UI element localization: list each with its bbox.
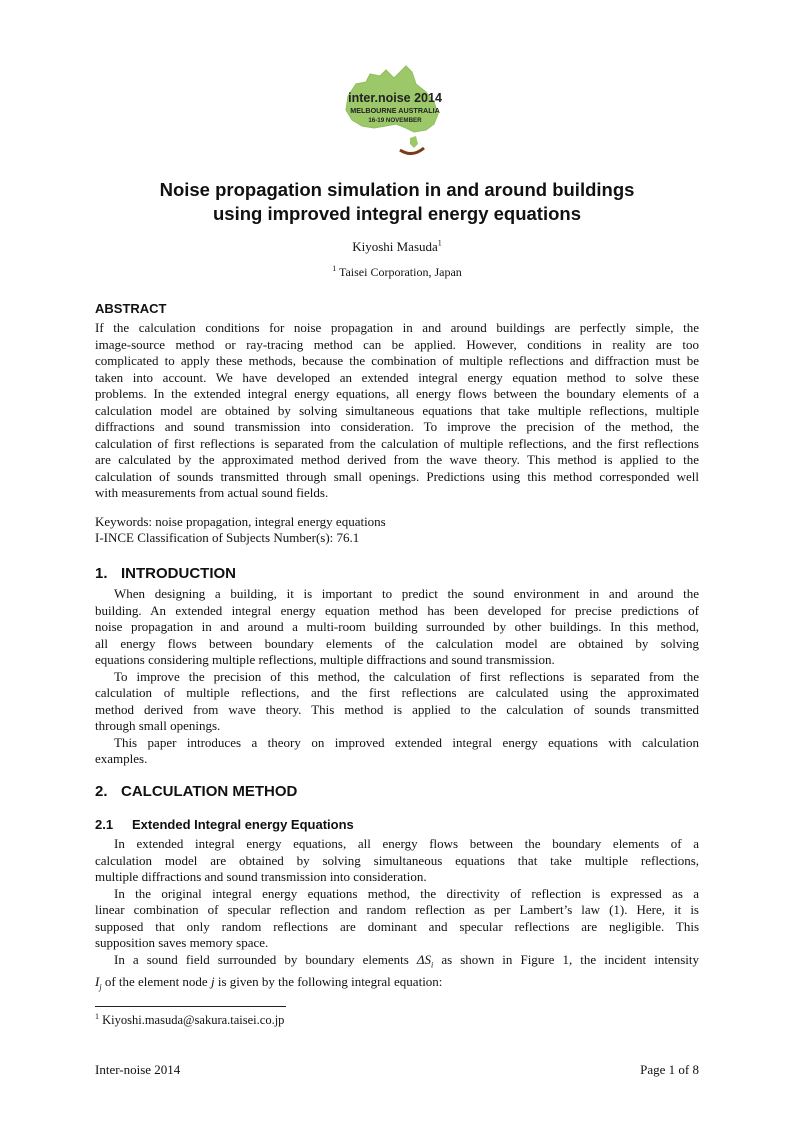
- affiliation: [95, 265, 699, 280]
- author-mark: 1: [437, 238, 442, 248]
- footer-conference: Inter-noise 2014: [95, 1062, 181, 1077]
- body-line: $I_j$ of the element node j is given by the following integral equation:: [95, 973, 443, 992]
- abstract-line: complicated to apply these methods, because the combination of multiple reflections and diffraction must be: [95, 353, 699, 368]
- footnote-divider: [95, 1006, 286, 1007]
- intro-line: This paper introduces a theory on improved extended integral energy equations with calculation: [114, 734, 699, 750]
- body-line: In extended integral energy equations, all energy flows between the boundary elements of a: [114, 836, 699, 851]
- body-line: supposition saves memory space.: [95, 935, 269, 950]
- intro-line: When designing a building, it is important to predict the sound environment in and around the: [114, 586, 699, 601]
- abstract-line: If the calculation conditions for noise propagation in and around buildings are perfectly simple, the: [95, 320, 699, 335]
- affiliation-text: Taisei Corporation, Japan: [336, 265, 462, 279]
- intro-line: through small openings.: [95, 718, 221, 733]
- body-line: supposed that only random reflections are dominant and specular reflections are negligible. This: [95, 918, 699, 934]
- keywords: Keywords: noise propagation, integral energy equations: [95, 514, 386, 529]
- section-number: 2.: [95, 783, 108, 800]
- section-heading-introduction: [95, 565, 236, 582]
- abstract-heading: ABSTRACT: [95, 301, 167, 316]
- footnote-text: Kiyoshi.masuda@sakura.taisei.co.jp: [99, 1013, 285, 1027]
- abstract-line: problems. In the extended integral energy equations, all energy flows between the boundary elements of a: [95, 386, 699, 401]
- affiliation-mark: 1: [332, 264, 337, 273]
- intro-line: calculation of multiple reflections, and the first reflections are calculated using the approximated: [95, 685, 699, 700]
- intro-line: all energy flows between boundary elements of the calculation model are obtained by solving: [95, 635, 699, 651]
- abstract-line: diffractions and sound transmission into consideration. To improve the precision of the method, the: [95, 419, 699, 434]
- classification: I-INCE Classification of Subjects Number(s): 76.1: [95, 530, 360, 545]
- section-number: 1.: [95, 565, 108, 582]
- abstract-line: calculation of sounds transmitted through small openings. Predictions using this method corresponded well: [95, 468, 699, 484]
- logo-dates: 16-19 NOVEMBER: [368, 117, 422, 124]
- abstract-line: are calculated by the approximated method derived from the wave theory. This method is applied to the: [95, 452, 699, 467]
- section-title: CALCULATION METHOD: [121, 783, 298, 800]
- abstract-line: calculation of first reflections is separated from the calculation of multiple reflections, and the first reflections: [95, 435, 699, 451]
- section-heading-calculation-method: [95, 783, 297, 800]
- body-line: linear combination of specular reflection and random reflection as per Lambert’s law (1). Here, it is: [95, 902, 699, 917]
- intro-line: building. An extended integral energy equation method has been developed for precise predictions of: [95, 602, 699, 618]
- subsection-heading: [95, 817, 354, 832]
- footnote-mark: 1: [95, 1011, 99, 1021]
- logo-location: MELBOURNE AUSTRALIA: [350, 106, 440, 115]
- subsection-title: Extended Integral energy Equations: [132, 817, 354, 832]
- abstract-line: with measurements from actual sound fields.: [95, 485, 329, 500]
- footer-page-number: Page 1 of 8: [640, 1062, 699, 1077]
- conference-logo: [330, 62, 460, 162]
- footnote: [95, 1013, 284, 1028]
- abstract-line: image-source method or ray-tracing method can be applied. However, conditions in reality are too: [95, 336, 699, 352]
- abstract-line: taken into account. We have developed an extended integral energy equation method to solve these: [95, 369, 699, 385]
- body-line: multiple diffractions and sound transmission into consideration.: [95, 869, 427, 884]
- intro-line: noise propagation in and around a multi-room building surrounded by other buildings. In this method,: [95, 619, 699, 634]
- abstract-line: calculation model are obtained by solving simultaneous equations that take multiple reflections, multiple: [95, 402, 699, 418]
- intro-line: method derived from wave theory. This method is applied to the calculation of sounds transmitted: [95, 701, 699, 717]
- logo-title: inter.noise 2014: [348, 91, 442, 105]
- abstract-body: [95, 320, 699, 502]
- body-line: calculation model are obtained by solving simultaneous equations that take multiple reflections,: [95, 852, 699, 868]
- intro-line: To improve the precision of this method, the calculation of first reflections is separated from the: [114, 668, 699, 684]
- subsection-body: [95, 836, 699, 996]
- introduction-body: [95, 586, 699, 768]
- body-line: In a sound field surrounded by boundary elements $\Delta S_i$ as shown in Figure 1, the incident intensity: [114, 951, 699, 970]
- author: [95, 239, 699, 255]
- section-title: INTRODUCTION: [121, 565, 236, 582]
- intro-line: examples.: [95, 751, 148, 766]
- intro-line: equations considering multiple reflections, multiple diffractions and sound transmission.: [95, 652, 555, 667]
- subsection-number: 2.1: [95, 817, 114, 832]
- paper-title: [95, 178, 699, 226]
- author-name: Kiyoshi Masuda: [352, 239, 438, 254]
- title-line-2: using improved integral energy equations: [212, 203, 581, 224]
- body-line: In the original integral energy equations method, the directivity of reflection is expressed as a: [114, 885, 699, 901]
- australia-map-icon: [330, 62, 460, 162]
- title-line-1: Noise propagation simulation in and around buildings: [159, 179, 635, 200]
